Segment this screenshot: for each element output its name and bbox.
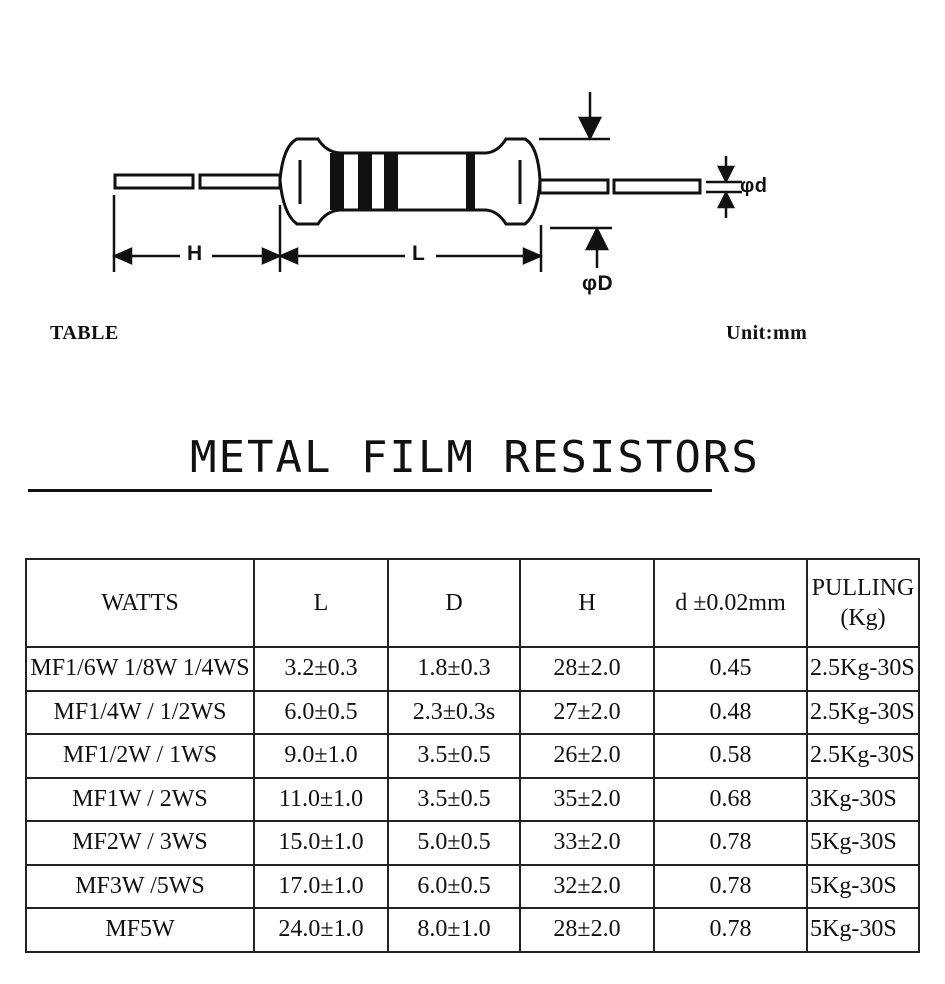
dimension-label-lead-diameter: φd: [740, 175, 768, 197]
color-band-3: [384, 153, 398, 210]
cell-lead-diameter: 0.58: [654, 734, 807, 778]
cell-lead-diameter: 0.68: [654, 778, 807, 822]
cell-length: 6.0±0.5: [254, 691, 388, 735]
table-row: [26, 647, 919, 691]
resistor-body: [280, 139, 540, 224]
header-pulling-unit: (Kg): [840, 605, 886, 631]
page-title: METAL FILM RESISTORS: [190, 432, 760, 483]
table-row: [26, 734, 919, 778]
cell-lead-diameter: 0.78: [654, 865, 807, 909]
cell-length: 17.0±1.0: [254, 865, 388, 909]
color-band-1: [330, 153, 344, 210]
cell-watts: MF3W /5WS: [26, 865, 254, 909]
header-lead-diameter: d ±0.02mm: [654, 559, 807, 647]
color-band-4: [466, 153, 475, 210]
cell-lead-length: 27±2.0: [520, 691, 654, 735]
header-watts: WATTS: [26, 559, 254, 647]
cell-length: 15.0±1.0: [254, 821, 388, 865]
title-underline: [28, 489, 712, 492]
color-band-2: [358, 153, 372, 210]
cell-lead-diameter: 0.78: [654, 821, 807, 865]
cell-lead-length: 33±2.0: [520, 821, 654, 865]
cell-length: 3.2±0.3: [254, 647, 388, 691]
cell-pulling: 2.5Kg-30S: [807, 691, 919, 735]
header-pulling-label: PULLING: [811, 575, 915, 601]
cell-body-diameter: 2.3±0.3s: [388, 691, 520, 735]
header-lead-length: H: [520, 559, 654, 647]
cell-lead-length: 28±2.0: [520, 908, 654, 952]
cell-watts: MF1/2W / 1WS: [26, 734, 254, 778]
cell-body-diameter: 3.5±0.5: [388, 734, 520, 778]
cell-lead-diameter: 0.48: [654, 691, 807, 735]
cell-lead-length: 35±2.0: [520, 778, 654, 822]
cell-watts: MF1/4W / 1/2WS: [26, 691, 254, 735]
table-row: [26, 821, 919, 865]
dimension-label-l: L: [412, 242, 426, 265]
right-lead-segment: [614, 180, 700, 193]
cell-pulling: 2.5Kg-30S: [807, 647, 919, 691]
header-pulling: [807, 559, 919, 647]
cell-lead-length: 26±2.0: [520, 734, 654, 778]
table-row: [26, 908, 919, 952]
cell-lead-diameter: 0.78: [654, 908, 807, 952]
cell-body-diameter: 6.0±0.5: [388, 865, 520, 909]
cell-lead-diameter: 0.45: [654, 647, 807, 691]
dimension-label-h: H: [187, 242, 203, 265]
cell-body-diameter: 3.5±0.5: [388, 778, 520, 822]
left-lead-segment: [200, 175, 280, 188]
cell-pulling: 5Kg-30S: [807, 908, 919, 952]
cell-pulling: 3Kg-30S: [807, 778, 919, 822]
cell-length: 24.0±1.0: [254, 908, 388, 952]
cell-body-diameter: 1.8±0.3: [388, 647, 520, 691]
cell-watts: MF1W / 2WS: [26, 778, 254, 822]
right-lead: [540, 180, 608, 193]
cell-watts: MF2W / 3WS: [26, 821, 254, 865]
cell-pulling: 5Kg-30S: [807, 865, 919, 909]
cell-pulling: 5Kg-30S: [807, 821, 919, 865]
cell-watts: MF1/6W 1/8W 1/4WS: [26, 647, 254, 691]
dimension-label-body-diameter: φD: [582, 272, 614, 295]
header-body-diameter: D: [388, 559, 520, 647]
cell-watts: MF5W: [26, 908, 254, 952]
unit-label: Unit:mm: [726, 322, 808, 344]
cell-pulling: 2.5Kg-30S: [807, 734, 919, 778]
table-header-row: [26, 559, 919, 647]
cell-lead-length: 28±2.0: [520, 647, 654, 691]
cell-length: 9.0±1.0: [254, 734, 388, 778]
left-lead: [115, 175, 193, 188]
header-length: L: [254, 559, 388, 647]
cell-length: 11.0±1.0: [254, 778, 388, 822]
resistor-dimension-diagram: [0, 0, 945, 320]
table-row: [26, 778, 919, 822]
table-row: [26, 691, 919, 735]
cell-lead-length: 32±2.0: [520, 865, 654, 909]
resistor-spec-table: [25, 558, 920, 953]
table-row: [26, 865, 919, 909]
table-label: TABLE: [50, 322, 119, 344]
cell-body-diameter: 5.0±0.5: [388, 821, 520, 865]
cell-body-diameter: 8.0±1.0: [388, 908, 520, 952]
